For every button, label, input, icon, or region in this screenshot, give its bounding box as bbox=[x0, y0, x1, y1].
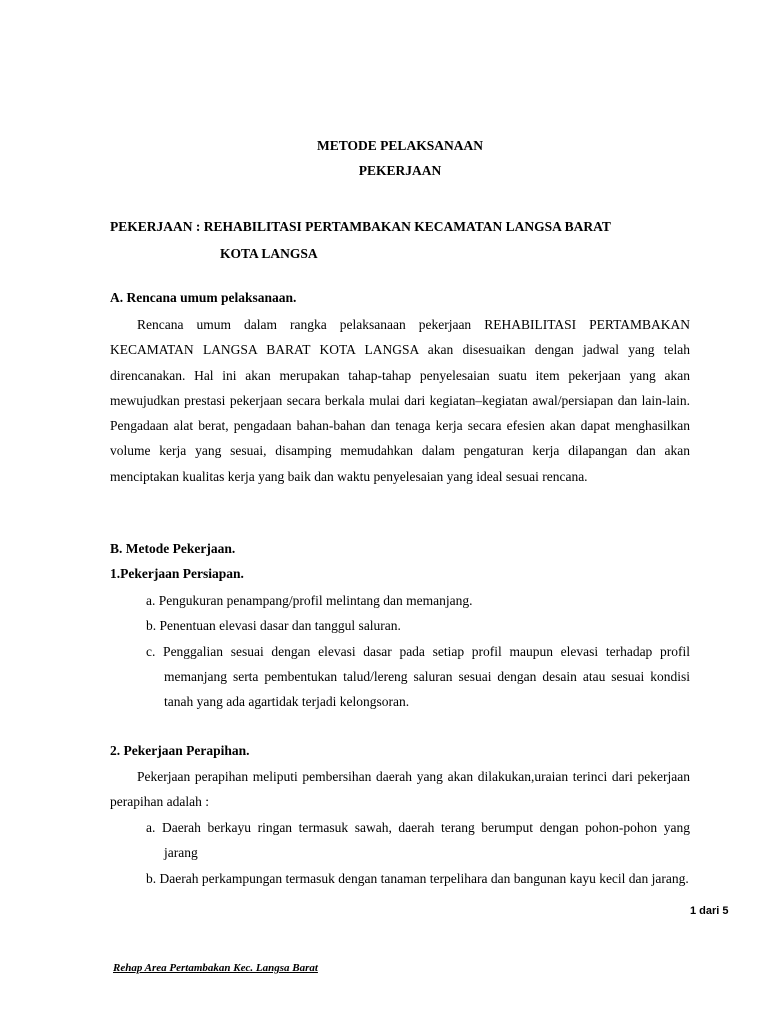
list-item: b. Daerah perkampungan termasuk dengan tanaman terpelihara dan bangunan kayu kecil dan jarang. bbox=[146, 870, 689, 886]
subsection-1-heading: 1.Pekerjaan Persiapan. bbox=[110, 566, 244, 581]
subsection-1-list bbox=[146, 588, 690, 714]
section-a-paragraph: Rencana umum dalam rangka pelaksanaan pekerjaan REHABILITASI PERTAMBAKAN KECAMATAN LANGSA BARAT KOTA LANGSA akan disesuaikan dengan jadwal yang telah direncanakan. Hal ini akan merupakan tahap-tahap penyelesaian suatu item pekerjaan yang akan mewujudkan prestasi pekerjaan secara berkala mulai dari kegiatan–kegiatan awal/persiapan dan lain-lain. Pengadaan alat berat, pengadaan bahan-bahan dan tenaga kerja secara efesien akan dapat menghasilkan volume kerja yang sesuai, disamping memudahkan dalam pengaturan kerja dilapangan dan akan menciptakan kualitas kerja yang baik dan waktu penyelesaian yang ideal sesuai rencana. bbox=[110, 317, 690, 484]
list-item: a. Pengukuran penampang/profil melintang dan memanjang. bbox=[146, 593, 473, 608]
page-footer: Rehap Area Pertambakan Kec. Langsa Barat bbox=[113, 962, 318, 974]
list-item: c. Penggalian sesuai dengan elevasi dasar pada setiap profil maupun elevasi terhadap profil memanjang serta pembentukan talud/lereng saluran sesuai dengan desain atau sesuai kondisi tanah yang ada agartidak terjadi kelongsoran. bbox=[146, 643, 690, 710]
section-b-heading: B. Metode Pekerjaan. bbox=[110, 541, 236, 556]
job-title bbox=[110, 213, 690, 267]
document-subtitle: PEKERJAAN bbox=[358, 163, 442, 178]
subsection-2-list bbox=[146, 815, 690, 891]
page-number: 1 dari 5 bbox=[690, 905, 729, 917]
section-a-heading: A. Rencana umum pelaksanaan. bbox=[110, 290, 297, 305]
subsection-2-heading: 2. Pekerjaan Perapihan. bbox=[110, 743, 250, 758]
list-item: b. Penentuan elevasi dasar dan tanggul saluran. bbox=[146, 618, 401, 634]
job-title-line2: KOTA LANGSA bbox=[220, 246, 318, 261]
job-title-line1: PEKERJAAN : REHABILITASI PERTAMBAKAN KECAMATAN LANGSA BARAT bbox=[110, 219, 611, 234]
list-item: a. Daerah berkayu ringan termasuk sawah, daerah terang berumput dengan pohon-pohon yang jarang bbox=[146, 820, 690, 861]
subsection-2-paragraph: Pekerjaan perapihan meliputi pembersihan daerah yang akan dilakukan,uraian terinci dari pekerjaan perapihan adalah : bbox=[110, 769, 690, 810]
document-title: METODE PELAKSANAAN bbox=[317, 138, 483, 153]
